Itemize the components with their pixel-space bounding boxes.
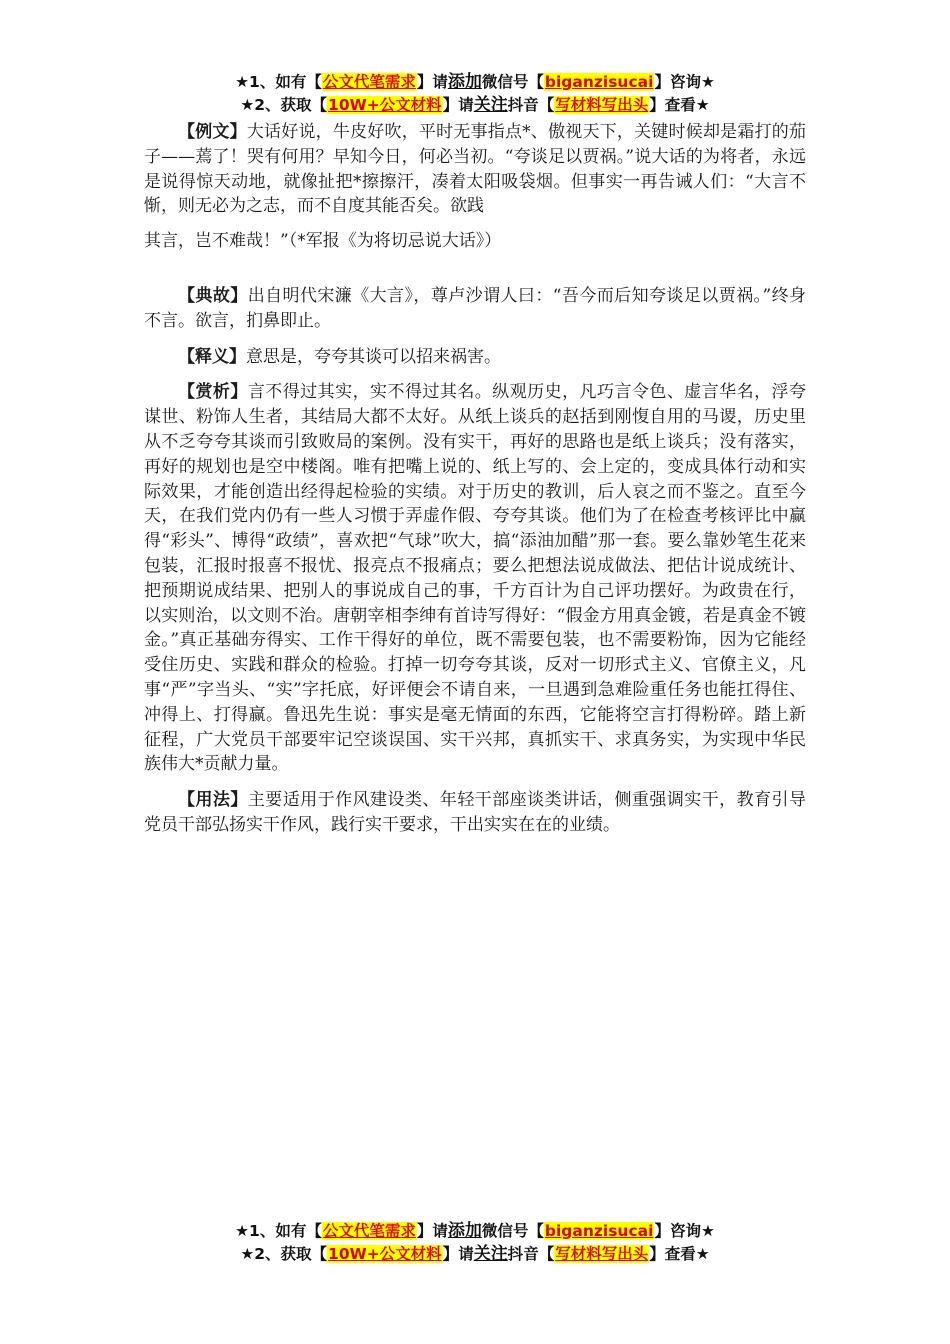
example-label: 【例文】 <box>178 122 247 142</box>
allusion-paragraph: 【典故】出自明代宋濂《大言》，尊卢沙谓人曰：“吾今而后知夸谈足以贾祸。”终身不言。欲言，扪鼻即止。 <box>144 285 806 331</box>
wechat-id-highlight: biganzisucai <box>544 73 654 91</box>
materials-highlight: 10W+公文材料 <box>328 1245 442 1263</box>
footer-banner-line-2: ★2、获取【10W+公文材料】请关注抖音【写材料写出头】查看★ <box>240 1244 710 1264</box>
materials-highlight: 10W+公文材料 <box>328 96 442 114</box>
meaning-label: 【释义】 <box>178 346 246 367</box>
footer-banner <box>0 1220 950 1266</box>
analysis-paragraph: 【赏析】言不得过其实，实不得过其名。纵观历史，凡巧言令色、虚言华名，浮夸谋世、粉饰人生者，其结局大都不太好。从纸上谈兵的赵括到刚愎自用的马谡，历史里从不乏夸夸其谈而引致败局的案例。没有实干，再好的思路也是纸上谈兵；没有落实，再好的规划也是空中楼阁。唯有把嘴上说的、纸上写的、会上定的，变成具体行动和实际效果，才能创造出经得起检验的实绩。对于历史的教训，后人哀之而不鉴之。直至今天，在我们党内仍有一些人习惯于弄虚作假、夸夸其谈。他们为了在检查考核评比中赢得“彩头”、博得“政绩”，喜欢把“气球”吹大，搞“添油加醋”那一套。要么靠妙笔生花来包装，汇报时报喜不报忧、报亮点不报痛点；要么把想法说成做法、把估计说成统计、把预期说成结果、把别人的事说成自己的事，千方百计为自己评功摆好。为政贵在行，以实则治，以文则不治。唐朝宰相李绅有首诗写得好：“假金方用真金镀，若是真金不镀金。”真正基础夯得实、工作干得好的单位，既不需要包装，也不需要粉饰，因为它能经受住历史、实践和群众的检验。打掉一切夸夸其谈，反对一切形式主义、官僚主义，凡事“严”字当头、“实”字托底，好评便会不请自来，一旦遇到急难险重任务也能扛得住、冲得上、打得赢。鲁迅先生说：事实是毫无情面的东西，它能将空言打得粉碎。踏上新征程，广大党员干部要牢记空谈误国、实干兴邦，真抓实干、求真务实，为实现中华民族伟大*贡献力量。 <box>144 382 807 775</box>
meaning-paragraph: 【释义】意思是，夸夸其谈可以招来祸害。 <box>178 346 501 367</box>
footer-banner-line-1: ★1、如有【公文代笔需求】请添加微信号【biganzisucai】咨询★ <box>235 1221 715 1241</box>
header-banner <box>0 71 950 117</box>
example-paragraph: 【例文】大话好说，牛皮好吹，平时无事指点*、傲视天下，关键时候却是霜打的茄子——蔫了！哭有何用？早知今日，何必当初。“夸谈足以贾祸。”说大话的为将者，永远是说得惊天动地，就像扯把*擦擦汗，凑着太阳吸袋烟。但事实一再告诫人们：“大言不惭，则无必为之志，而不自度其能否矣。欲践 其言，岂不难哉！”（*军报《为将切忌说大话》） <box>144 122 807 252</box>
banner-line-1: ★1、如有【公文代笔需求】请添加微信号【biganzisucai】咨询★ <box>235 72 715 92</box>
example-source: （*军报《为将切忌说大话》） <box>288 231 502 252</box>
douyin-account-highlight: 写材料写出头 <box>555 96 649 114</box>
ghostwriting-service-highlight: 公文代笔需求 <box>322 1222 416 1240</box>
usage-label: 【用法】 <box>178 790 248 811</box>
banner-line-2: ★2、获取【10W+公文材料】请关注抖音【写材料写出头】查看★ <box>240 95 710 115</box>
wechat-id-highlight: biganzisucai <box>544 1222 654 1240</box>
usage-paragraph: 【用法】主要适用于作风建设类、年轻干部座谈类讲话，侧重强调实干，教育引导党员干部弘扬实干作风，践行实干要求，干出实实在在的业绩。 <box>144 790 807 835</box>
ghostwriting-service-highlight: 公文代笔需求 <box>322 73 416 91</box>
article-body <box>144 120 806 838</box>
douyin-account-highlight: 写材料写出头 <box>555 1245 649 1263</box>
analysis-label: 【赏析】 <box>178 382 248 403</box>
allusion-label: 【典故】 <box>178 285 248 306</box>
